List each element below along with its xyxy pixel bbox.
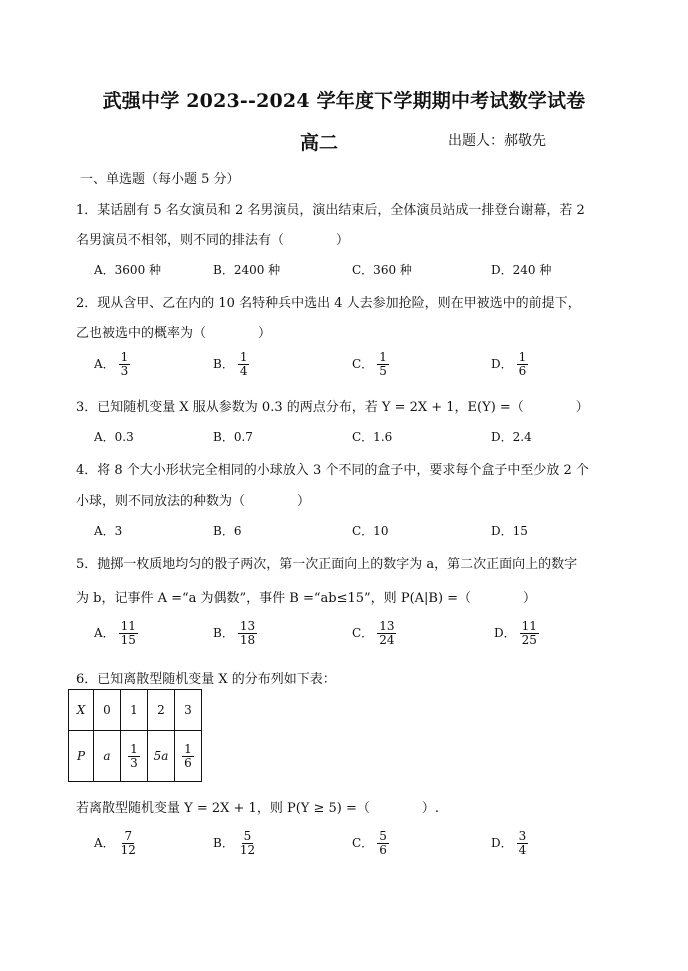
option-label: D． (491, 836, 513, 850)
option-label: B． (213, 357, 234, 371)
q5-line2: 为 b，记事件 A =“a 为偶数”，事件 B =“ab≤15”，则 P(A|B) =（ ） (76, 591, 537, 606)
option-label: B． (213, 626, 234, 640)
option-label: C． (352, 836, 374, 850)
table-header-p: P (69, 731, 94, 782)
table-cell (175, 731, 202, 782)
table-cell: 1 (121, 690, 148, 731)
q2-option-b[interactable] (213, 351, 249, 378)
q3-option-d[interactable]: D．2.4 (491, 430, 532, 444)
q1-line2: 名男演员不相邻，则不同的排法有（ ） (76, 233, 350, 248)
q2-option-d[interactable] (491, 351, 528, 378)
q4-option-d[interactable]: D．15 (491, 524, 528, 538)
fraction: $\frac{1}{6}$ (518, 350, 527, 378)
q3-option-c[interactable]: C．1.6 (352, 430, 393, 444)
table-cell: 2 (148, 690, 175, 731)
option-label: A． (94, 357, 115, 371)
fraction: $\frac{1}{4}$ (239, 350, 248, 378)
q3-text: 3．已知随机变量 X 服从参数为 0.3 的两点分布，若 Y = 2X + 1，E(Y) =（ ） (76, 400, 589, 415)
q1-option-c[interactable]: C．360 种 (352, 263, 412, 277)
q2-option-a[interactable] (94, 351, 130, 378)
option-label: C． (352, 626, 374, 640)
fraction: $\frac{1}{6}$ (184, 741, 192, 770)
q6-option-c[interactable] (352, 830, 389, 857)
table-cell: 0 (94, 690, 121, 731)
question-setter: 出题人：郝敬先 (448, 133, 546, 149)
grade-label: 高二 (300, 132, 339, 154)
fraction: $\frac{13}{24}$ (379, 619, 395, 647)
q4-option-b[interactable]: B．6 (213, 524, 242, 538)
table-cell: 5a (148, 731, 175, 782)
q4-line2: 小球，则不同放法的种数为（ ） (76, 494, 311, 509)
fraction: $\frac{3}{4}$ (518, 829, 527, 857)
q3-option-b[interactable]: B．0.7 (213, 430, 253, 444)
fraction: $\frac{13}{18}$ (239, 619, 256, 647)
option-label: D． (491, 357, 513, 371)
q6-intro: 6．已知离散型随机变量 X 的分布列如下表： (76, 672, 336, 687)
q6-condition: 若离散型随机变量 Y = 2X + 1，则 P(Y ≥ 5) =（ ）. (76, 801, 440, 816)
fraction: $\frac{7}{12}$ (120, 829, 136, 857)
q5-option-b[interactable] (213, 620, 257, 647)
table-cell: 3 (175, 690, 202, 731)
q5-option-c[interactable] (352, 620, 396, 647)
option-label: C． (352, 357, 374, 371)
option-label: A． (94, 626, 115, 640)
q6-option-d[interactable] (491, 830, 528, 857)
q5-option-a[interactable] (94, 620, 138, 647)
q5-line1: 5．抛掷一枚质地均匀的骰子两次，第一次正面向上的数字为 a，第二次正面向上的数字 (76, 557, 578, 572)
fraction: $\frac{11}{25}$ (521, 619, 537, 647)
fraction: $\frac{5}{6}$ (379, 829, 387, 857)
q4-option-c[interactable]: C．10 (352, 524, 389, 538)
q4-line1: 4．将 8 个大小形状完全相同的小球放入 3 个不同的盒子中，要求每个盒子中至少放 2 个 (76, 463, 589, 478)
table-cell: a (94, 731, 121, 782)
q5-option-d[interactable] (494, 620, 539, 647)
option-label: D． (494, 626, 516, 640)
exam-title: 武强中学 2023--2024 学年度下学期期中考试数学试卷 (102, 90, 586, 112)
fraction: $\frac{1}{3}$ (130, 741, 138, 770)
q1-option-a[interactable]: A．3600 种 (94, 263, 162, 277)
option-label: A． (94, 836, 115, 850)
q1-option-b[interactable]: B．2400 种 (213, 263, 281, 277)
q2-line1: 2．现从含甲、乙在内的 10 名特种兵中选出 4 人去参加抢险，则在甲被选中的前提下， (76, 296, 581, 311)
table-header-x: X (69, 690, 94, 731)
fraction: $\frac{1}{5}$ (379, 350, 387, 378)
fraction: $\frac{11}{15}$ (120, 619, 136, 647)
table-cell (121, 731, 148, 782)
q4-option-a[interactable]: A．3 (94, 524, 123, 538)
q1-line1: 1．某话剧有 5 名女演员和 2 名男演员，演出结束后，全体演员站成一排登台谢幕，若 2 (76, 203, 585, 218)
q6-option-a[interactable] (94, 830, 138, 857)
fraction: $\frac{1}{3}$ (120, 350, 129, 378)
q3-option-a[interactable]: A．0.3 (94, 430, 134, 444)
distribution-table (68, 689, 202, 782)
option-label: B． (213, 836, 234, 850)
q1-option-d[interactable]: D．240 种 (491, 263, 552, 277)
fraction: $\frac{5}{12}$ (239, 829, 256, 857)
section-heading: 一、单选题（每小题 5 分） (80, 172, 240, 187)
q2-line2: 乙也被选中的概率为（ ） (76, 326, 272, 341)
q2-option-c[interactable] (352, 351, 389, 378)
q6-option-b[interactable] (213, 830, 257, 857)
